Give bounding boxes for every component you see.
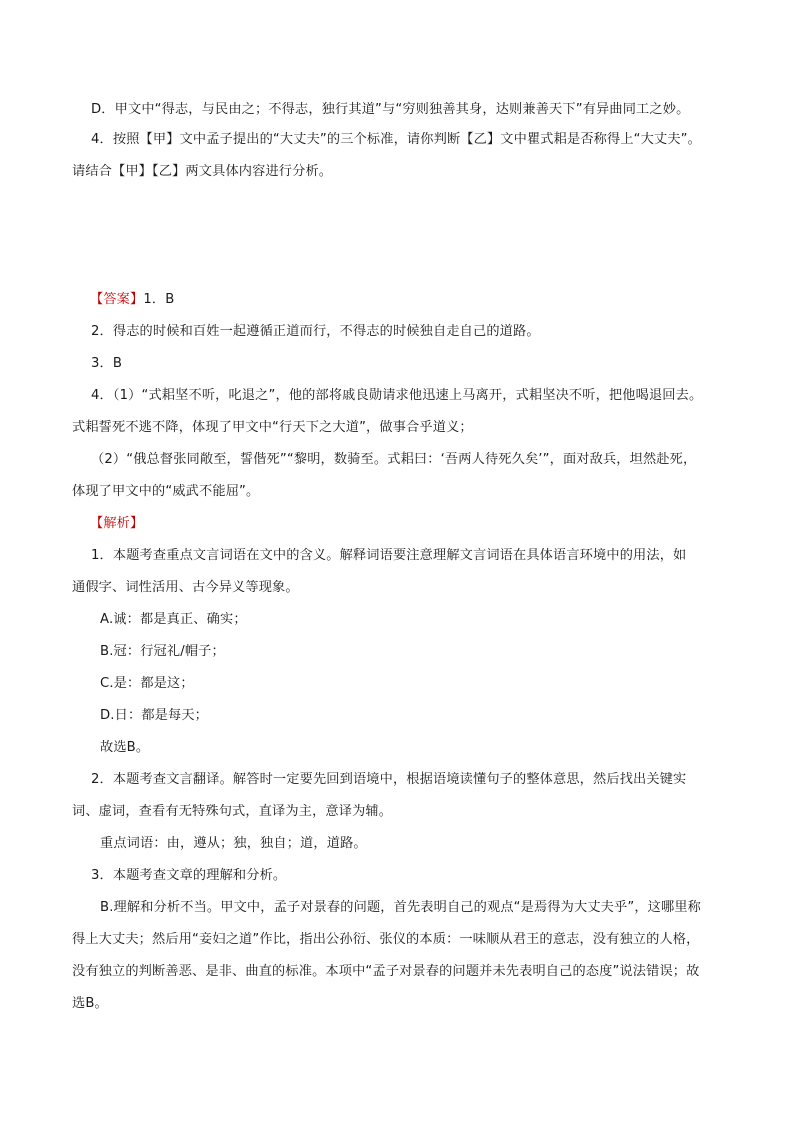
analysis-3-line-5: 选B。 [72,996,108,1011]
question-option-d: D．甲文中“得志，与民由之；不得志，独行其道”与“穷则独善其身，达则兼善天下”有异曲同工之妙。 [91,102,690,117]
answer-4-line-3: （2）“俄总督张同敞至，誓偕死”“黎明，数骑至。式耜曰：‘吾两人待死久矣’”，面对敌兵，坦然赴死， [91,452,697,467]
answer-4-line-4: 体现了甲文中的“威武不能屈”。 [72,484,260,499]
answer-label: 【答案】 [90,292,144,307]
answer-2: 2．得志的时候和百姓一起遵循正道而行，不得志的时候独自走自己的道路。 [91,324,540,339]
analysis-3-line-4: 没有独立的判断善恶、是非、曲直的标准。本项中“孟子对景春的问题并未先表明自己的态度”说法错误；故 [72,964,700,979]
analysis-1-option-b: B.冠：行冠礼/帽子； [100,644,225,659]
analysis-1-line-1: 1．本题考查重点文言词语在文中的含义。解释词语要注意理解文言词语在具体语言环境中的用法，如 [91,548,687,563]
analysis-1-conclusion: 故选B。 [100,740,150,755]
answer-3: 3．B [91,356,123,371]
answer-1: 1．B [143,292,175,307]
question-4-line-1: 4．按照【甲】文中孟子提出的“大丈夫”的三个标准，请你判断【乙】文中瞿式耜是否称得上“大丈夫”。 [91,132,701,147]
analysis-2-key-words: 重点词语：由，遵从；独，独自；道，道路。 [100,836,367,851]
analysis-1-option-a: A.诚：都是真正、确实； [100,612,247,627]
analysis-1-option-c: C.是：都是这； [100,676,194,691]
analysis-3-line-1: 3．本题考查文章的理解和分析。 [91,868,287,883]
analysis-1-option-d: D.日：都是每天； [100,708,209,723]
analysis-3-line-3: 得上大丈夫；然后用“妾妇之道”作比，指出公孙衍、张仪的本质：一味顺从君王的意志，没有独立的人格， [72,932,700,947]
answer-4-line-2: 式耜誓死不逃不降，体现了甲文中“行天下之大道”，做事合乎道义； [72,420,473,435]
analysis-2-line-1: 2．本题考查文言翻译。解答时一定要先回到语境中，根据语境读懂句子的整体意思，然后找出关键实 [91,772,687,787]
analysis-1-line-2: 通假字、词性活用、古今异义等现象。 [72,580,299,595]
answer-4-line-1: 4．（1）“式耜坚不听，叱退之”，他的部将戚良勋请求他迅速上马离开，式耜坚决不听，把他喝退回去。 [91,388,703,403]
answer-line-1 [90,290,174,310]
analysis-label: 【解析】 [90,516,144,531]
question-4-line-2: 请结合【甲】【乙】两文具体内容进行分析。 [72,164,333,179]
analysis-2-line-2: 词、虚词，查看有无特殊句式，直译为主，意译为辅。 [72,804,393,819]
analysis-3-line-2: B.理解和分析不当。甲文中，孟子对景春的问题，首先表明自己的观点“是焉得为大丈夫乎”，这哪里称 [100,900,702,915]
